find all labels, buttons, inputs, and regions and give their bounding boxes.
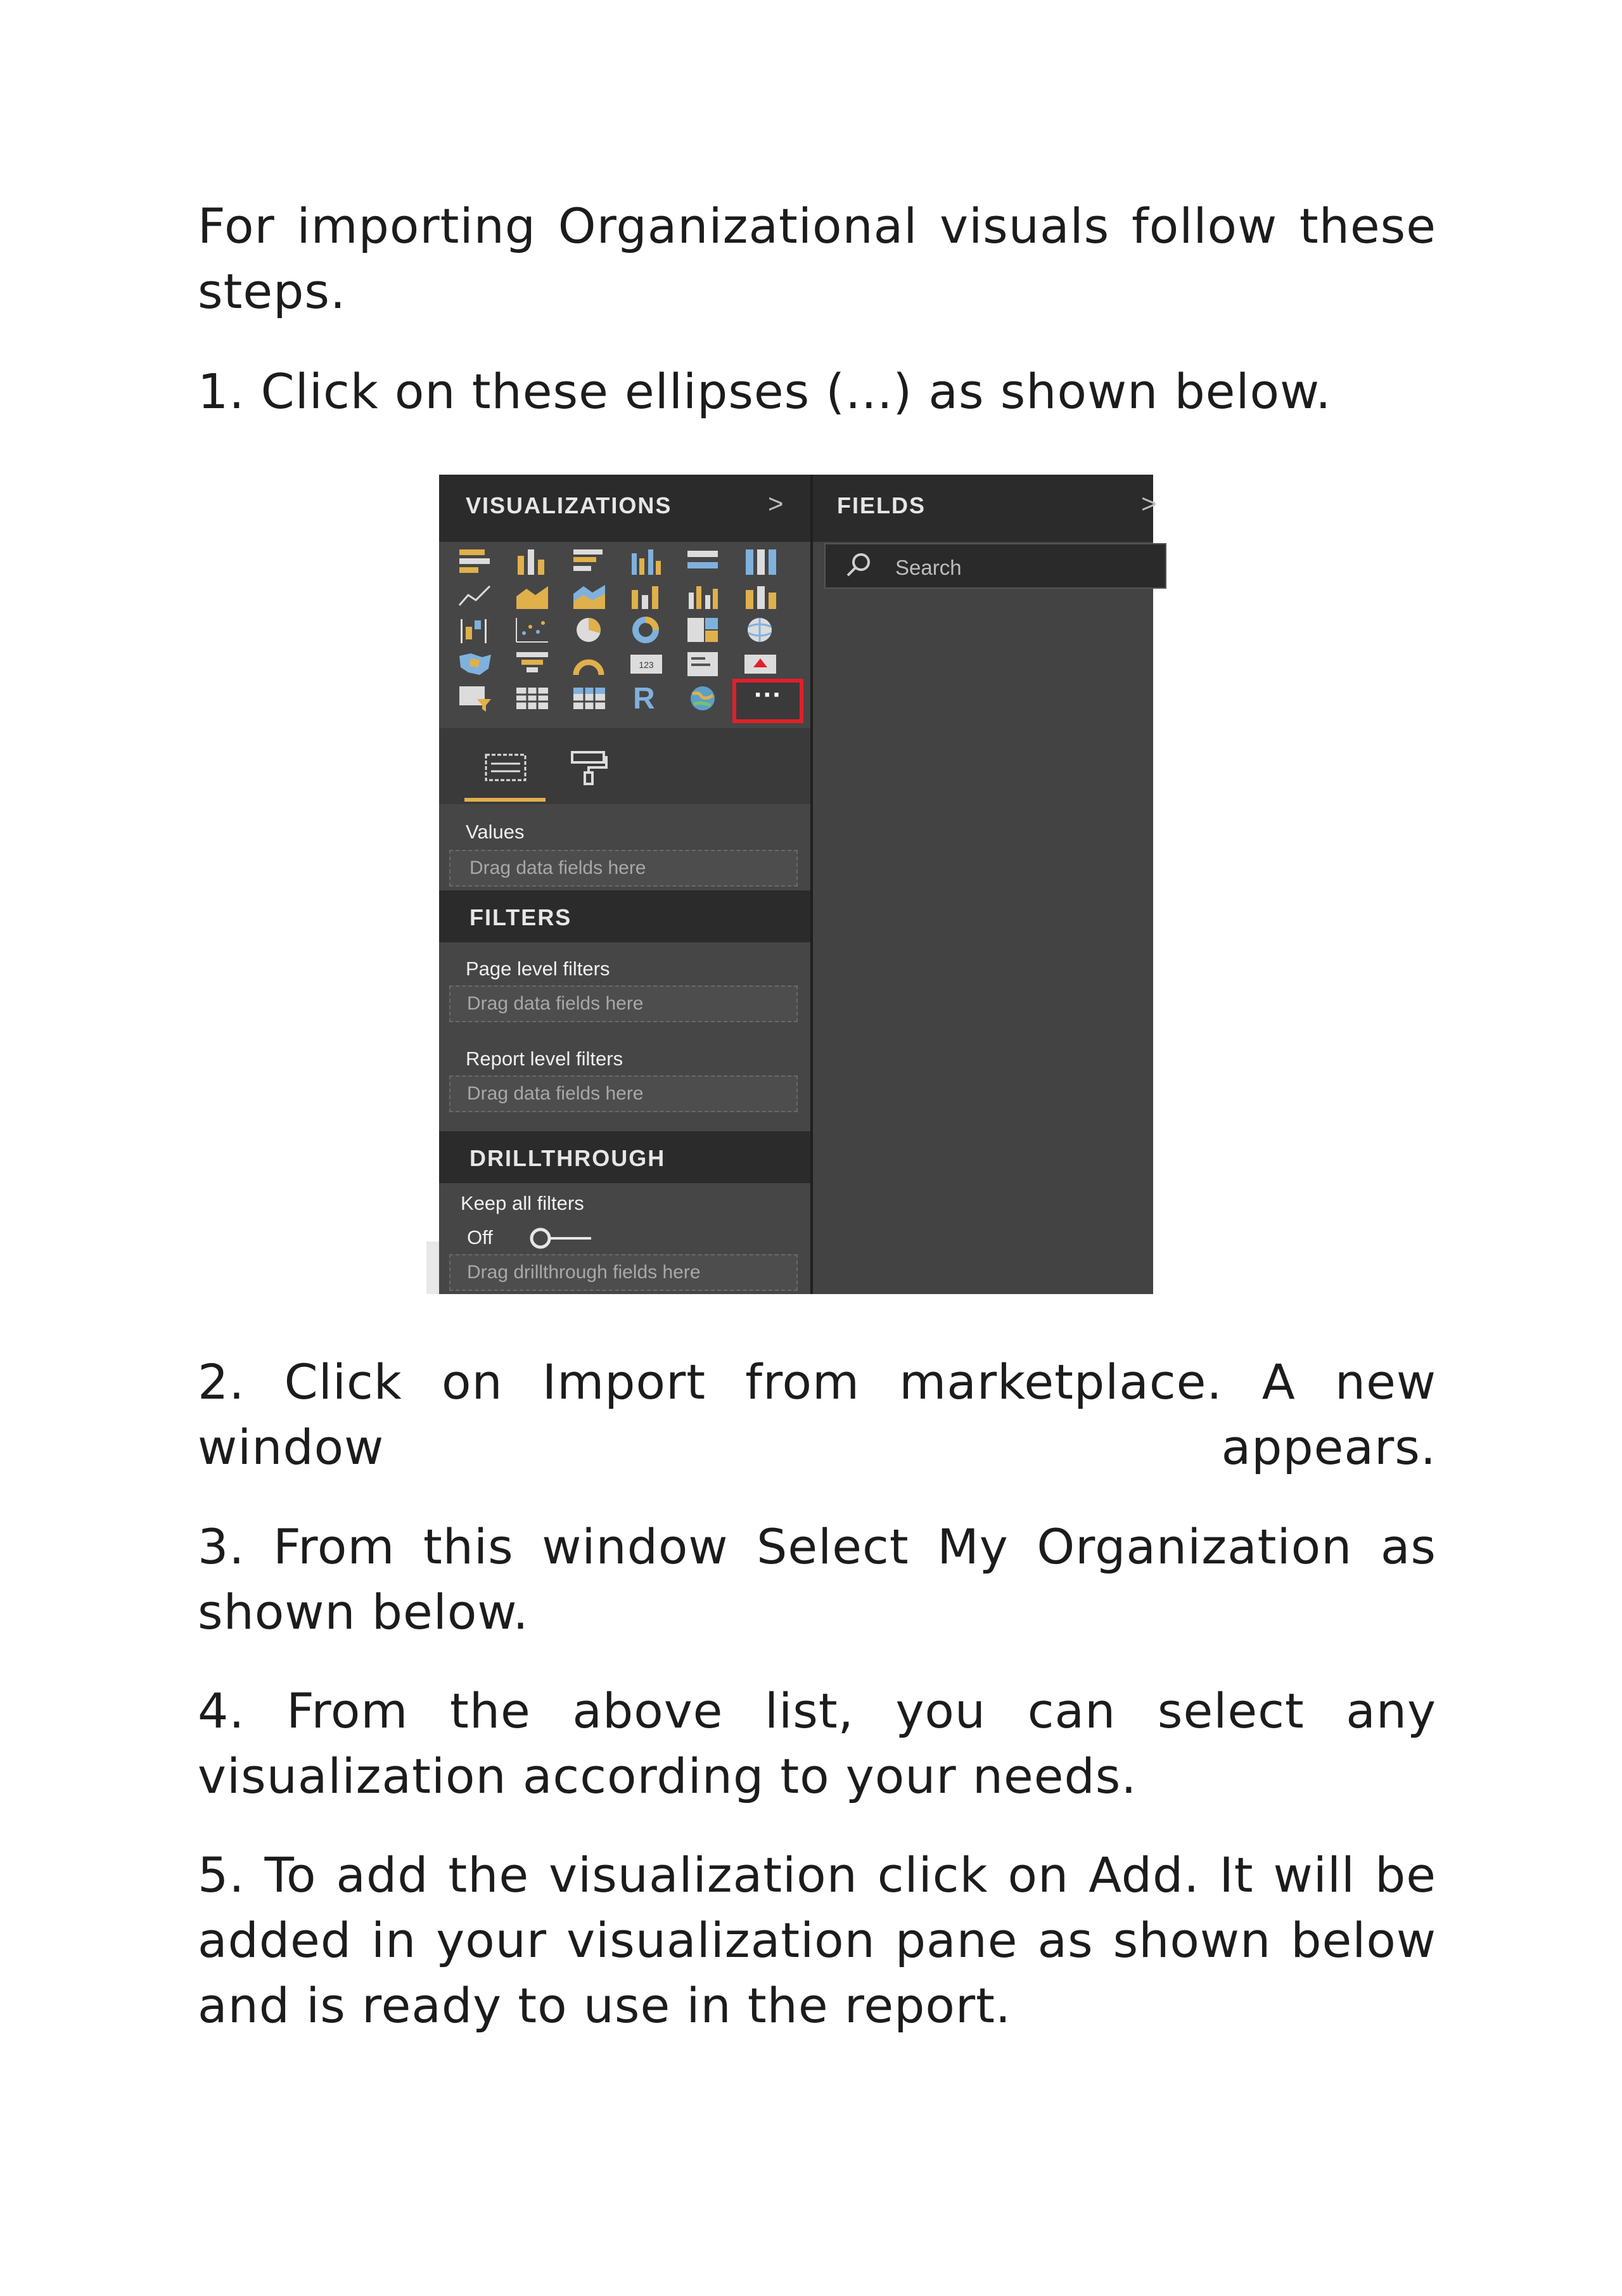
100-column-icon[interactable] [742, 547, 779, 576]
pane-tabs [439, 728, 810, 804]
fields-pane [813, 475, 1157, 1294]
visualizations-title: VISUALIZATIONS [466, 492, 672, 518]
funnel-icon[interactable] [514, 650, 551, 679]
donut-icon[interactable] [628, 615, 665, 645]
filters-header [439, 890, 810, 942]
gauge-icon[interactable] [571, 650, 608, 679]
intro-text: For importing Organizational visuals follow these steps. [198, 198, 1436, 319]
treemap-icon[interactable] [685, 615, 722, 645]
scatter-icon[interactable] [514, 615, 551, 645]
r-visual-label: R [633, 682, 655, 715]
more-visuals-ellipsis-button[interactable] [732, 679, 803, 723]
collapse-visualizations-icon[interactable]: > [768, 489, 784, 518]
line-column-icon[interactable] [628, 581, 665, 610]
page-filters-drop-well[interactable]: Drag data fields here [449, 985, 798, 1022]
keep-all-filters-label: Keep all filters [461, 1192, 584, 1214]
page-level-filters-label: Page level filters [466, 958, 610, 980]
power-bi-visualizations-screenshot [439, 475, 1157, 1294]
drillthrough-drop-well[interactable]: Drag drillthrough fields here [449, 1254, 798, 1291]
keep-filters-toggle[interactable] [528, 1226, 597, 1250]
drillthrough-header [439, 1131, 810, 1183]
step-1 [198, 359, 1436, 424]
100-bar-icon[interactable] [685, 547, 722, 576]
step-2 [198, 1349, 1436, 1480]
clustered-column-icon[interactable] [628, 547, 665, 576]
active-tab-indicator [464, 798, 546, 802]
fields-search-input[interactable] [824, 543, 1166, 589]
line-clustered-icon[interactable] [685, 581, 722, 610]
r-visual-icon[interactable] [628, 684, 665, 713]
report-filters-drop-well[interactable]: Drag data fields here [449, 1075, 798, 1112]
drillthrough-title: DRILLTHROUGH [469, 1145, 666, 1171]
map-icon[interactable] [742, 615, 779, 645]
filters-title: FILTERS [469, 904, 572, 930]
report-level-filters-label: Report level filters [466, 1048, 623, 1070]
visualizations-header [439, 475, 810, 542]
ellipsis-icon: ··· [754, 679, 782, 710]
svg-text:123: 123 [639, 660, 654, 670]
search-placeholder: Search [895, 556, 962, 579]
step-3 [198, 1514, 1436, 1645]
line-chart-icon[interactable] [457, 581, 494, 610]
area-chart-icon[interactable] [514, 581, 551, 610]
pie-icon[interactable] [571, 615, 608, 645]
values-label: Values [466, 821, 525, 843]
collapse-fields-icon[interactable]: > [1141, 489, 1157, 518]
visualizations-pane [439, 475, 810, 1294]
waterfall-icon[interactable] [457, 615, 494, 645]
step-2-text: 2. Click on Import from marketplace. A new window appears. [198, 1354, 1436, 1475]
arcgis-icon[interactable] [685, 684, 722, 713]
step-3-text: 3. From this window Select My Organization as shown below. [198, 1518, 1436, 1640]
stacked-bar-icon[interactable] [457, 547, 494, 576]
matrix-icon[interactable] [571, 684, 608, 713]
search-icon [845, 551, 872, 579]
toggle-state-label: Off [467, 1226, 493, 1248]
fields-tab-icon[interactable] [485, 754, 527, 781]
step-5 [198, 1842, 1436, 2038]
step-1-text: 1. Click on these ellipses (...) as shown below. [198, 363, 1332, 420]
multirow-card-icon[interactable] [685, 650, 722, 679]
stacked-column-icon[interactable] [514, 547, 551, 576]
table-icon[interactable] [514, 684, 551, 713]
filled-map-icon[interactable] [457, 650, 494, 679]
step-4-text: 4. From the above list, you can select any visualization according to your needs. [198, 1683, 1436, 1804]
format-paintroller-icon[interactable] [570, 750, 608, 785]
card-icon[interactable] [628, 650, 665, 679]
step-4 [198, 1678, 1436, 1809]
stacked-area-icon[interactable] [571, 581, 608, 610]
values-drop-well[interactable]: Drag data fields here [449, 850, 798, 887]
clustered-bar-icon[interactable] [571, 547, 608, 576]
intro-paragraph [198, 193, 1436, 324]
fields-header [813, 475, 1157, 542]
slicer-icon[interactable] [457, 684, 494, 713]
fields-title: FIELDS [837, 492, 926, 518]
kpi-icon[interactable] [742, 650, 779, 679]
step-5-text: 5. To add the visualization click on Add. It will be added in your visualization pane as shown below and is ready to use in the report. [198, 1847, 1436, 2034]
ribbon-chart-icon[interactable] [742, 581, 779, 610]
